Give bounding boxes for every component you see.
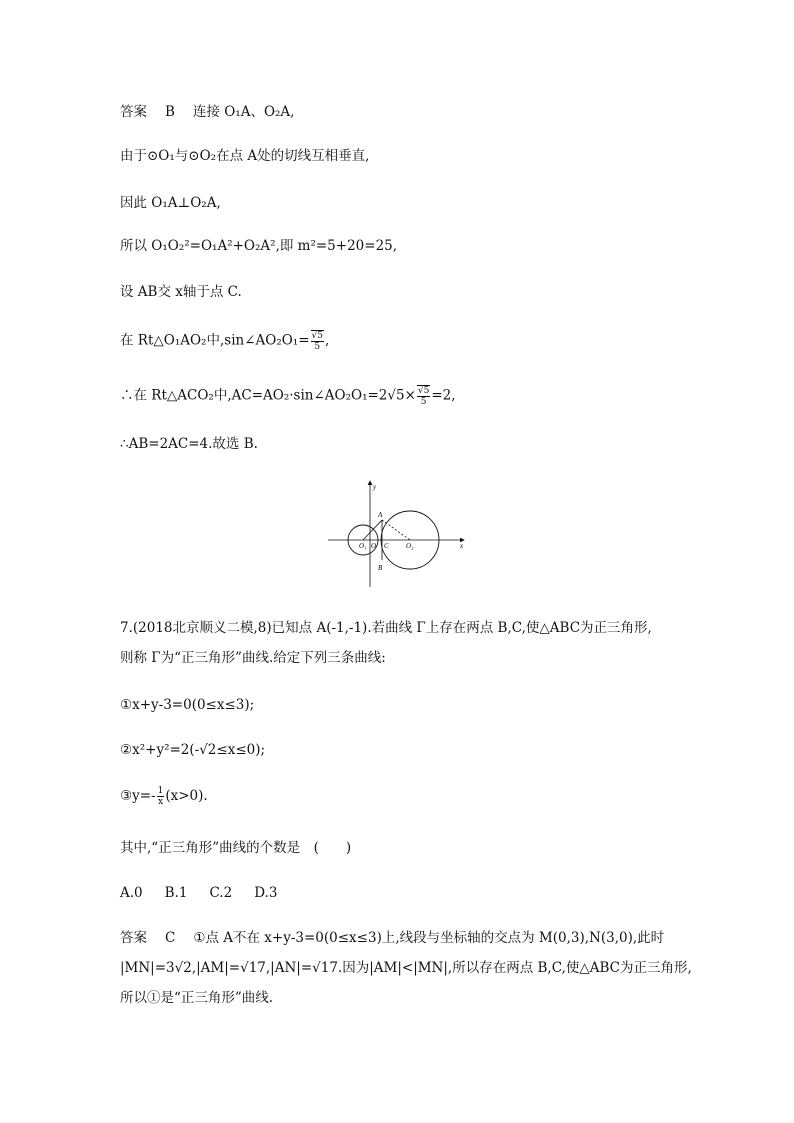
solution-line: |MN|=3√2,|AM|=√17,|AN|=√17.因为|AM|<|MN|,所以存在两点 B,C,使△ABC为正三角形, [120,960,692,976]
question-text: 其中,“正三角形”曲线的个数是 ( ) [120,840,352,856]
curve-1: ①x+y-3=0(0≤x≤3); [120,697,255,713]
label-b: B [378,564,383,572]
solution-line: 所以①是“正三角形”曲线. [120,990,274,1006]
label-a: A [378,511,383,519]
answer-line-6 [120,102,294,122]
segment-o2a [382,520,410,540]
segment-o1a [363,520,382,540]
solution-line: ∴在 Rt△ACO₂中,AC=AO₂·sin∠AO₂O₁=2√5× $\frac{√5}{5}$ =2, [120,386,456,407]
label-x: x [460,542,464,550]
fraction: $\frac{1}{x}$ [157,786,164,807]
answer-label: 答案 [120,930,147,946]
fraction: $\frac{√5}{5}$ [311,331,324,352]
answer-choice: B [165,104,175,120]
solution-line: 设 AB交 x轴于点 C. [120,284,242,300]
label-o1: O₁ [359,542,367,550]
option-a: A.0 [120,885,143,901]
option-b: B.1 [164,885,188,901]
curve-3: ③y=- $\frac{1}{x}$ (x>0). [120,786,208,807]
option-c: C.2 [209,885,233,901]
solution-line: 因此 O₁A⊥O₂A, [120,195,221,211]
options-row [120,883,299,903]
label-c: C [384,542,389,550]
answer-label: 答案 [120,104,147,120]
solution-line: 所以 O₁O₂²=O₁A²+O₂A²,即 m²=5+20=25, [120,238,398,254]
solution-text: ①点 A不在 x+y-3=0(0≤x≤3)上,线段与坐标轴的交点为 M(0,3),N(3,0),此时 [193,930,665,946]
answer-line-7 [120,928,664,948]
solution-line: 由于⊙O₁与⊙O₂在点 A处的切线互相垂直, [120,148,370,164]
solution-line: ∴AB=2AC=4.故选 B. [120,436,258,452]
label-y: y [373,483,377,491]
solution-text: 连接 O₁A、O₂A, [192,104,295,120]
problem-7-line: 则称 Γ为“正三角形”曲线.给定下列三条曲线: [120,650,386,666]
label-o: O [371,542,377,550]
fraction: $\frac{√5}{5}$ [417,386,430,407]
curve-2: ②x²+y²=2(-√2≤x≤0); [120,742,266,758]
problem-7-line: 7.(2018北京顺义二模,8)已知点 A(-1,-1).若曲线 Γ上存在两点 B,C,使△ABC为正三角形, [120,620,652,636]
answer-choice: C [165,930,176,946]
label-o2: O₂ [406,542,414,550]
circles-figure [326,477,468,589]
option-d: D.3 [254,885,278,901]
solution-line: 在 Rt△O₁AO₂中,sin∠AO₂O₁= $\frac{√5}{5}$ , [120,331,330,352]
